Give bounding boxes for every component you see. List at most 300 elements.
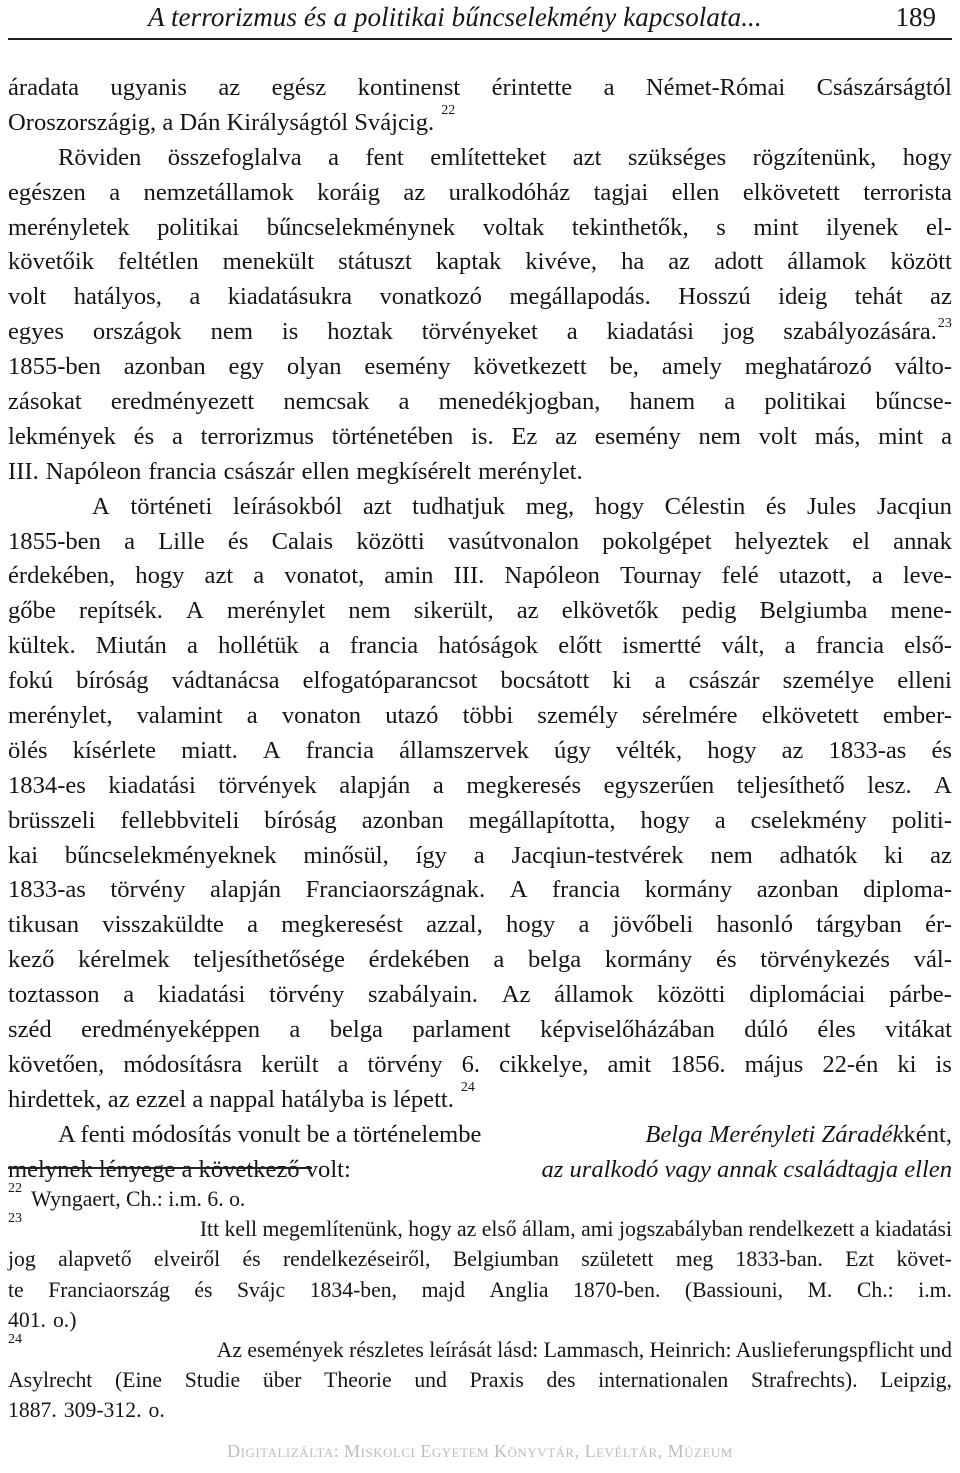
word: A: [934, 771, 952, 799]
word: Studie: [184, 1368, 241, 1393]
word: Napóleon: [45, 457, 142, 485]
word: elfogatóparancsot: [302, 667, 478, 695]
word: lekmények: [8, 422, 116, 450]
word: diplomáciai: [749, 981, 866, 1009]
word: dúló: [744, 1016, 789, 1044]
term-suffix: ként,: [903, 1120, 952, 1148]
word: 1833-ban.: [735, 1247, 823, 1272]
word: elkövetett: [742, 178, 840, 206]
word: mint: [878, 422, 924, 450]
word: i.m.: [918, 1277, 952, 1302]
word: ellen: [301, 457, 350, 485]
word: kiadatási: [157, 981, 246, 1009]
word: cikkelye,: [499, 1050, 589, 1078]
word: a: [186, 632, 198, 660]
word: tudhatjuk: [412, 492, 506, 520]
word: vonaton: [281, 702, 362, 730]
word: 1855-ben: [8, 527, 101, 555]
word: a: [318, 632, 330, 660]
word: hogy: [902, 143, 952, 171]
text-line: [8, 350, 952, 385]
word: Anglia: [489, 1277, 549, 1302]
word: is.: [471, 422, 494, 450]
word: 6.: [461, 1050, 481, 1078]
word: eredményeképpen: [81, 1016, 260, 1044]
word: került: [261, 1050, 319, 1078]
word: egyes: [8, 318, 64, 346]
word: vasútvonalon: [447, 527, 580, 555]
word: és: [242, 1247, 261, 1272]
word: eredményezett: [110, 388, 255, 416]
word: császár: [688, 667, 760, 695]
word: nem: [698, 422, 741, 450]
word: a: [289, 1016, 301, 1044]
word: történeti: [130, 492, 213, 520]
word: politi-: [891, 806, 952, 834]
word: a: [714, 806, 726, 834]
word: 1833-as: [8, 876, 86, 904]
word: M.: [807, 1277, 833, 1302]
footnote-text: Itt kell megemlítenünk, hogy az első állam, ami jogszabályban rendelkezett a kiadatási: [199, 1217, 952, 1242]
word: francia: [349, 632, 419, 660]
word: bűncse-: [875, 388, 952, 416]
word: ilyenek: [826, 213, 899, 241]
word: hogy: [594, 492, 645, 520]
word: diploma-: [863, 876, 952, 904]
text-line: [8, 490, 952, 525]
word: módosításra: [123, 1050, 243, 1078]
word: hogy: [707, 736, 757, 764]
word: törvény: [367, 1050, 443, 1078]
word: kivéve,: [525, 248, 598, 276]
word: Tournay: [620, 562, 702, 590]
word: zásokat: [8, 388, 82, 416]
page-header: [8, 2, 952, 38]
text-line: [8, 102, 952, 141]
word: ismertté: [622, 632, 702, 660]
word: vonatkozó: [379, 283, 482, 311]
footnote-text: Wyngaert, Ch.: i.m. 6. o.: [31, 1187, 246, 1211]
footnote-24: [8, 1331, 952, 1365]
word: (Eine: [115, 1368, 163, 1393]
word: 309-312.: [63, 1398, 142, 1423]
word: parlament: [412, 1016, 511, 1044]
word: Röviden: [58, 143, 142, 171]
word: valamint: [136, 702, 223, 730]
word: jog: [722, 318, 755, 346]
text-line: [8, 978, 952, 1013]
word: és: [227, 527, 249, 555]
word: nem: [210, 318, 253, 346]
word: személy: [537, 702, 618, 730]
word: elleni: [897, 667, 952, 695]
text-line: [8, 943, 952, 978]
text-line: [8, 908, 952, 943]
word: meghatározó: [744, 353, 872, 381]
word: A: [92, 492, 110, 520]
text-line: [8, 420, 952, 455]
word: a: [337, 1050, 349, 1078]
word: és: [133, 422, 155, 450]
word: volt: [8, 283, 47, 311]
word: említetteket: [430, 143, 547, 171]
word: ki: [884, 841, 904, 869]
word: bíróság: [76, 667, 149, 695]
word: érdekében,: [8, 562, 116, 590]
word: francia: [148, 457, 217, 485]
word: francia: [815, 632, 885, 660]
word: azonban: [361, 806, 444, 834]
text-line: [8, 734, 952, 769]
footnote-number: 22: [8, 1181, 22, 1196]
word: Theorie: [324, 1368, 392, 1393]
word: Lille: [158, 527, 205, 555]
word: és: [931, 736, 952, 764]
text-line: [8, 1013, 952, 1048]
word: kaptak: [435, 248, 502, 276]
word: államszervek: [399, 736, 529, 764]
word: politikai: [157, 213, 240, 241]
word: vál-: [913, 946, 952, 974]
word: mene-: [890, 597, 952, 625]
word: nem: [710, 841, 753, 869]
word: lesz.: [867, 771, 912, 799]
word: nem: [348, 597, 391, 625]
word: elveiről: [153, 1247, 221, 1272]
word: kiadatásukra: [227, 283, 352, 311]
word: terrorista: [863, 178, 952, 206]
word: törvény: [110, 876, 186, 904]
word: vitákat: [885, 1016, 952, 1044]
word: a: [123, 981, 135, 1009]
word: leírásokból: [232, 492, 343, 520]
word: vádtanácsa: [171, 667, 280, 695]
word: über: [262, 1368, 302, 1393]
text-line: [8, 664, 952, 699]
word: ölés: [8, 736, 48, 764]
footnote-ref-23[interactable]: 23: [937, 316, 952, 332]
word: közötti: [657, 981, 726, 1009]
word: rögzítenünk,: [752, 143, 877, 171]
word: a: [189, 283, 201, 311]
word: az: [516, 597, 539, 625]
word: el-: [926, 213, 952, 241]
word: Jacqiun-testvérek: [511, 841, 684, 869]
word: tikusan: [8, 911, 80, 939]
word: merényletek: [8, 213, 130, 241]
word: terrorizmus: [200, 422, 314, 450]
header-rule: [8, 38, 952, 40]
word: amit: [607, 1050, 652, 1078]
word: az: [781, 736, 804, 764]
word: éles: [817, 1016, 856, 1044]
word: hogy: [506, 911, 556, 939]
word: felé: [721, 562, 759, 590]
word: repítsék.: [78, 597, 163, 625]
word: Jacqiun: [876, 492, 952, 520]
word: ellen: [671, 178, 720, 206]
word: Ezt: [845, 1247, 875, 1272]
word: minősül,: [303, 841, 389, 869]
word: Svájc: [236, 1277, 286, 1302]
word: ki: [897, 1050, 917, 1078]
text-line: [8, 1153, 952, 1188]
word: azonban: [756, 876, 839, 904]
word: Jules: [807, 492, 857, 520]
word: olyan: [286, 353, 342, 381]
word: szabályain.: [368, 981, 478, 1009]
word: Ez: [511, 422, 538, 450]
word: internationalen: [598, 1368, 729, 1393]
word: megkeresést: [281, 911, 403, 939]
footnote-line: [8, 1365, 952, 1395]
word: Az: [501, 981, 531, 1009]
word: kező: [8, 946, 55, 974]
footnotes: [8, 1181, 952, 1426]
word: a: [493, 946, 505, 974]
word: érintette: [491, 74, 573, 101]
word: Császárságtól: [816, 74, 952, 101]
word: törvények: [218, 771, 317, 799]
word: alapján: [339, 771, 411, 799]
word: és: [194, 1277, 213, 1302]
word: törvényeket: [421, 318, 538, 346]
word: volt: [758, 422, 797, 450]
word: a: [871, 562, 883, 590]
footnote-number: 24: [8, 1331, 22, 1347]
word: Célestin: [664, 492, 746, 520]
text-line-words: hirdettek, az ezzel a nappal hatályba is lépett.: [8, 1085, 454, 1113]
word: országok: [92, 318, 182, 346]
word: III.: [8, 457, 39, 485]
footnote-line: [8, 1275, 952, 1305]
word: nemzetállamok: [143, 178, 294, 206]
word: Leipzig,: [880, 1368, 952, 1393]
text-line: [8, 141, 952, 176]
word: Belgiumba: [759, 597, 868, 625]
word: nemcsak: [283, 388, 370, 416]
word: francia: [551, 876, 621, 904]
word: követően,: [8, 1050, 105, 1078]
word: megállapította,: [468, 806, 616, 834]
word: a: [124, 527, 136, 555]
italic-term: Belga Merényleti Záradék: [645, 1120, 904, 1148]
word: első-: [904, 632, 952, 660]
word: más,: [814, 422, 861, 450]
word: (Bassiouni,: [684, 1277, 784, 1302]
word: elkövetők: [561, 597, 659, 625]
page-number: 189: [895, 2, 936, 32]
word: hollétük: [218, 632, 299, 660]
word: Napóleon: [504, 562, 600, 590]
word: uralkodóház: [448, 178, 571, 206]
word: a: [432, 771, 444, 799]
word: merénylet: [226, 597, 326, 625]
footnote-22: [8, 1181, 952, 1214]
footnote-line: [8, 1395, 952, 1425]
word: amin: [384, 562, 434, 590]
word: 1833-as: [828, 736, 907, 764]
word: státuszt: [338, 248, 412, 276]
word: a: [941, 422, 952, 450]
word: államok: [787, 248, 867, 276]
word: megállapodás.: [509, 283, 651, 311]
word: a: [247, 911, 259, 939]
word: vált,: [721, 632, 765, 660]
word: a: [603, 74, 615, 101]
word: voltak: [482, 213, 545, 241]
word: jog: [8, 1247, 36, 1272]
word: párbe-: [889, 981, 952, 1009]
footnote-separator: [8, 1167, 312, 1169]
word: elkövetett: [761, 702, 859, 730]
main-text: [8, 71, 952, 1188]
word: alapvető: [58, 1247, 132, 1272]
word: és: [765, 492, 787, 520]
word: egészen: [8, 178, 86, 206]
word: majd: [421, 1277, 465, 1302]
word: történetében: [331, 422, 454, 450]
running-title: A terrorizmus és a politikai bűncselekmény kapcsolata...: [148, 2, 762, 32]
word: tárgyban: [816, 911, 902, 939]
text-line: [8, 804, 952, 839]
word: tagjai: [593, 178, 649, 206]
word: közötti: [356, 527, 425, 555]
text-line: [8, 873, 952, 908]
word: a: [109, 178, 121, 206]
text-line: [8, 769, 952, 804]
word: rendelkezéseiről,: [282, 1247, 431, 1272]
word: ideig: [778, 283, 828, 311]
word: pokolgépet: [602, 527, 712, 555]
word: Asylrecht: [8, 1368, 93, 1393]
word: hoztak: [327, 318, 393, 346]
word: a: [398, 388, 410, 416]
word: Ch.:: [856, 1277, 894, 1302]
word: belga: [527, 946, 582, 974]
word: bűncselekménynek: [266, 213, 456, 241]
word: jövőbeli: [612, 911, 694, 939]
word: az: [555, 422, 577, 450]
word: annak: [893, 527, 952, 555]
word: úgy: [553, 736, 591, 764]
word: szabályozására.$^{23}$: [783, 316, 952, 346]
word: többi: [462, 702, 514, 730]
word: belga: [329, 1016, 383, 1044]
word: A: [186, 597, 204, 625]
word: a: [724, 388, 736, 416]
word: a: [473, 841, 485, 869]
text-line: [8, 525, 952, 560]
word: következett: [473, 353, 587, 381]
word: des: [546, 1368, 576, 1393]
word: teljesíthető: [736, 771, 845, 799]
word: kiadatási: [108, 771, 196, 799]
word: császár: [223, 457, 295, 485]
word: a: [578, 911, 590, 939]
word: azonban: [123, 353, 206, 381]
word: 1834-es: [8, 771, 86, 799]
footnote-line: [8, 1244, 952, 1274]
text-line-tail: [645, 1118, 952, 1153]
word: el: [852, 527, 870, 555]
word: A: [262, 736, 281, 764]
word: azt: [572, 143, 602, 171]
word: menedékjogban,: [438, 388, 601, 416]
footnote-ref-24[interactable]: 24: [460, 1079, 475, 1095]
word: hogy: [135, 562, 185, 590]
word: vélték,: [615, 736, 683, 764]
word: 1856.: [670, 1050, 726, 1078]
word: 1887.: [8, 1398, 57, 1423]
footnote-number: 23: [8, 1211, 22, 1227]
word: a: [253, 562, 265, 590]
word: ér-: [925, 911, 952, 939]
word: hanem: [629, 388, 696, 416]
word: előtt: [558, 632, 602, 660]
word: széd: [8, 1016, 52, 1044]
word: adhatók: [779, 841, 858, 869]
text-line: [8, 315, 952, 350]
word: amely: [661, 353, 722, 381]
word: megkeresés: [466, 771, 582, 799]
text-line: [8, 176, 952, 211]
text-line: [8, 699, 952, 734]
word: azt: [362, 492, 392, 520]
word: követőik: [8, 248, 95, 276]
word: kontinenst: [357, 74, 461, 101]
word: fellebbviteli: [120, 806, 240, 834]
word: bíróság: [264, 806, 337, 834]
footnote-ref-22[interactable]: 22: [441, 102, 456, 118]
word: 1855-ben: [8, 353, 101, 381]
text-line: [8, 245, 952, 280]
word: azzal,: [426, 911, 483, 939]
word: képviselőházában: [540, 1016, 715, 1044]
word: az: [403, 178, 426, 206]
text-line: [8, 1048, 952, 1083]
word: személye: [782, 667, 875, 695]
word: így: [415, 841, 447, 869]
word: alapján: [210, 876, 282, 904]
word: a: [246, 702, 258, 730]
text-line-words: Oroszországig, a Dán Királyságtól Svájcig.: [8, 108, 435, 136]
word: hasonló: [716, 911, 793, 939]
word: cselekmény: [750, 806, 867, 834]
footnote-text: Az események részletes leírását lásd: Lammasch, Heinrich: Auslieferungspflicht und: [216, 1337, 952, 1362]
word: esemény: [594, 422, 681, 450]
word: meg: [675, 1247, 714, 1272]
text-line-words: A fenti módosítás vonult be a történelembe: [58, 1120, 482, 1148]
word: te: [8, 1277, 24, 1302]
word: összefoglalva: [167, 143, 302, 171]
word: feltétlen: [118, 248, 199, 276]
word: ha: [621, 248, 645, 276]
word: Praxis: [469, 1368, 524, 1393]
word: az: [930, 841, 952, 869]
word: und: [414, 1368, 447, 1393]
word: mint: [753, 213, 799, 241]
word: sikerült,: [413, 597, 494, 625]
word: teljesíthetősége: [193, 946, 345, 974]
word: Belgiumban: [452, 1247, 559, 1272]
word: és: [716, 946, 737, 974]
word: törvény: [269, 981, 345, 1009]
word: bocsátott: [500, 667, 590, 695]
word: Német-Római: [645, 74, 786, 101]
word: is: [281, 318, 299, 346]
text-line: [8, 280, 952, 315]
